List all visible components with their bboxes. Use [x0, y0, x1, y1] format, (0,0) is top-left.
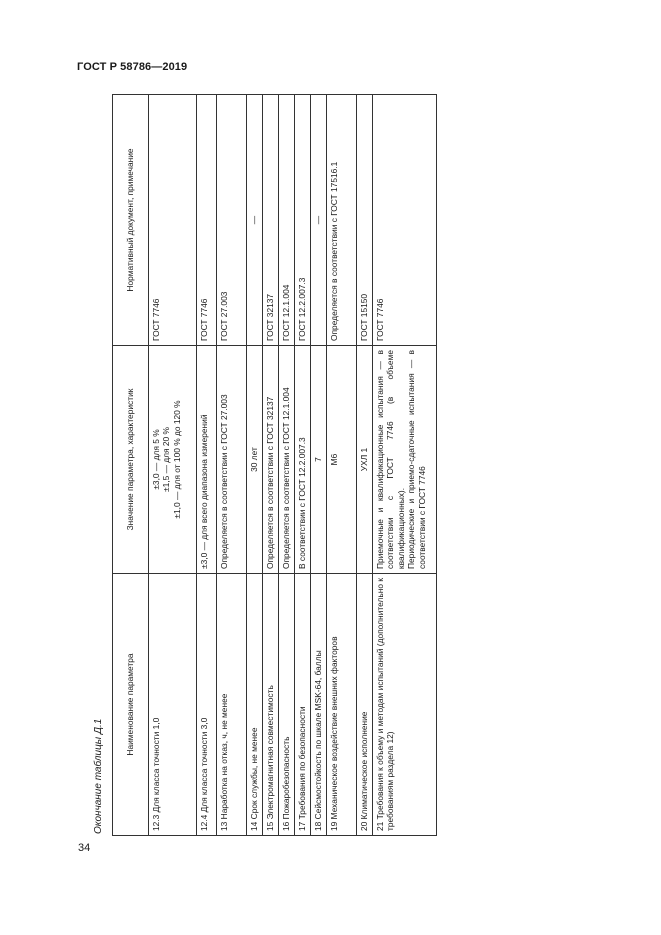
doc-cell: Определяется в соответствии с ГОСТ 17516.1 — [327, 95, 357, 346]
column-header-value: Значение параметра, характеристик — [113, 346, 149, 574]
table-header-row — [113, 95, 149, 836]
param-cell: 12.3 Для класса точности 1,0 — [149, 574, 197, 836]
param-cell: 15 Электромагнитная совместимость — [263, 574, 279, 836]
param-cell: 20 Климатическое исполнение — [357, 574, 373, 836]
param-cell: 21 Требования к объему и методам испытаний (дополнительно к требованиям раздела 12) — [373, 574, 437, 836]
param-cell: 12.4 Для класса точности 3,0 — [197, 574, 217, 836]
table-row — [279, 95, 295, 836]
table-row — [247, 95, 263, 836]
table-row — [311, 95, 327, 836]
column-header-parameter: Наименование параметра — [113, 574, 149, 836]
doc-cell: — — [311, 95, 327, 346]
table-row — [373, 95, 437, 836]
value-cell: Определяется в соответствии с ГОСТ 27.003 — [217, 346, 247, 574]
value-cell: В соответствии с ГОСТ 12.2.007.3 — [295, 346, 311, 574]
param-cell: 14 Срок службы, не менее — [247, 574, 263, 836]
doc-cell: — — [247, 95, 263, 346]
doc-cell: ГОСТ 32137 — [263, 95, 279, 346]
doc-cell: ГОСТ 27.003 — [217, 95, 247, 346]
value-line: Приемочные и квалификационные испытания — в соответствии с ГОСТ 7746 (в объеме квалификационных). — [375, 350, 406, 569]
value-cell: М6 — [327, 346, 357, 574]
rotated-table-block — [92, 91, 437, 836]
value-cell: 30 лет — [247, 346, 263, 574]
value-cell — [149, 346, 197, 574]
table-row — [263, 95, 279, 836]
page-number: 34 — [78, 842, 91, 854]
value-cell: УХЛ 1 — [357, 346, 373, 574]
doc-cell: ГОСТ 7746 — [373, 95, 437, 346]
value-line: Периодические и приемо-сдаточные испытания — в соответствии с ГОСТ 7746 — [406, 350, 427, 569]
value-line: ±3,0 — для 5 % — [151, 429, 161, 490]
doc-cell: ГОСТ 15150 — [357, 95, 373, 346]
param-cell: 18 Сейсмостойкость по шкале MSK-64, баллы — [311, 574, 327, 836]
value-cell: 7 — [311, 346, 327, 574]
column-header-document: Нормативный документ, примечание — [113, 95, 149, 346]
parameters-table — [112, 94, 437, 836]
param-cell: 13 Наработка на отказ, ч, не менее — [217, 574, 247, 836]
table-row — [149, 95, 197, 836]
doc-cell: ГОСТ 7746 — [149, 95, 197, 346]
table-caption: Окончание таблицы Д.1 — [93, 718, 104, 834]
doc-cell: ГОСТ 12.2.007.3 — [295, 95, 311, 346]
value-cell: ±3,0 — для всего диапазона измерений — [197, 346, 217, 574]
value-cell: Определяется в соответствии с ГОСТ 32137 — [263, 346, 279, 574]
table-row — [295, 95, 311, 836]
table-row — [357, 95, 373, 836]
value-cell — [373, 346, 437, 574]
doc-cell: ГОСТ 7746 — [197, 95, 217, 346]
table-row — [197, 95, 217, 836]
param-cell: 19 Механическое воздействие внешних факторов — [327, 574, 357, 836]
doc-cell: ГОСТ 12.1.004 — [279, 95, 295, 346]
value-cell: Определяется в соответствии с ГОСТ 12.1.004 — [279, 346, 295, 574]
value-line: ±1,0 — для от 100 % до 120 % — [171, 400, 182, 519]
param-cell: 16 Пожаробезопасность — [279, 574, 295, 836]
value-line: ±1,5 — для 20 % — [161, 427, 172, 492]
param-cell: 17 Требования по безопасности — [295, 574, 311, 836]
document-header: ГОСТ Р 58786—2019 — [77, 61, 188, 73]
table-row — [217, 95, 247, 836]
table-row — [327, 95, 357, 836]
